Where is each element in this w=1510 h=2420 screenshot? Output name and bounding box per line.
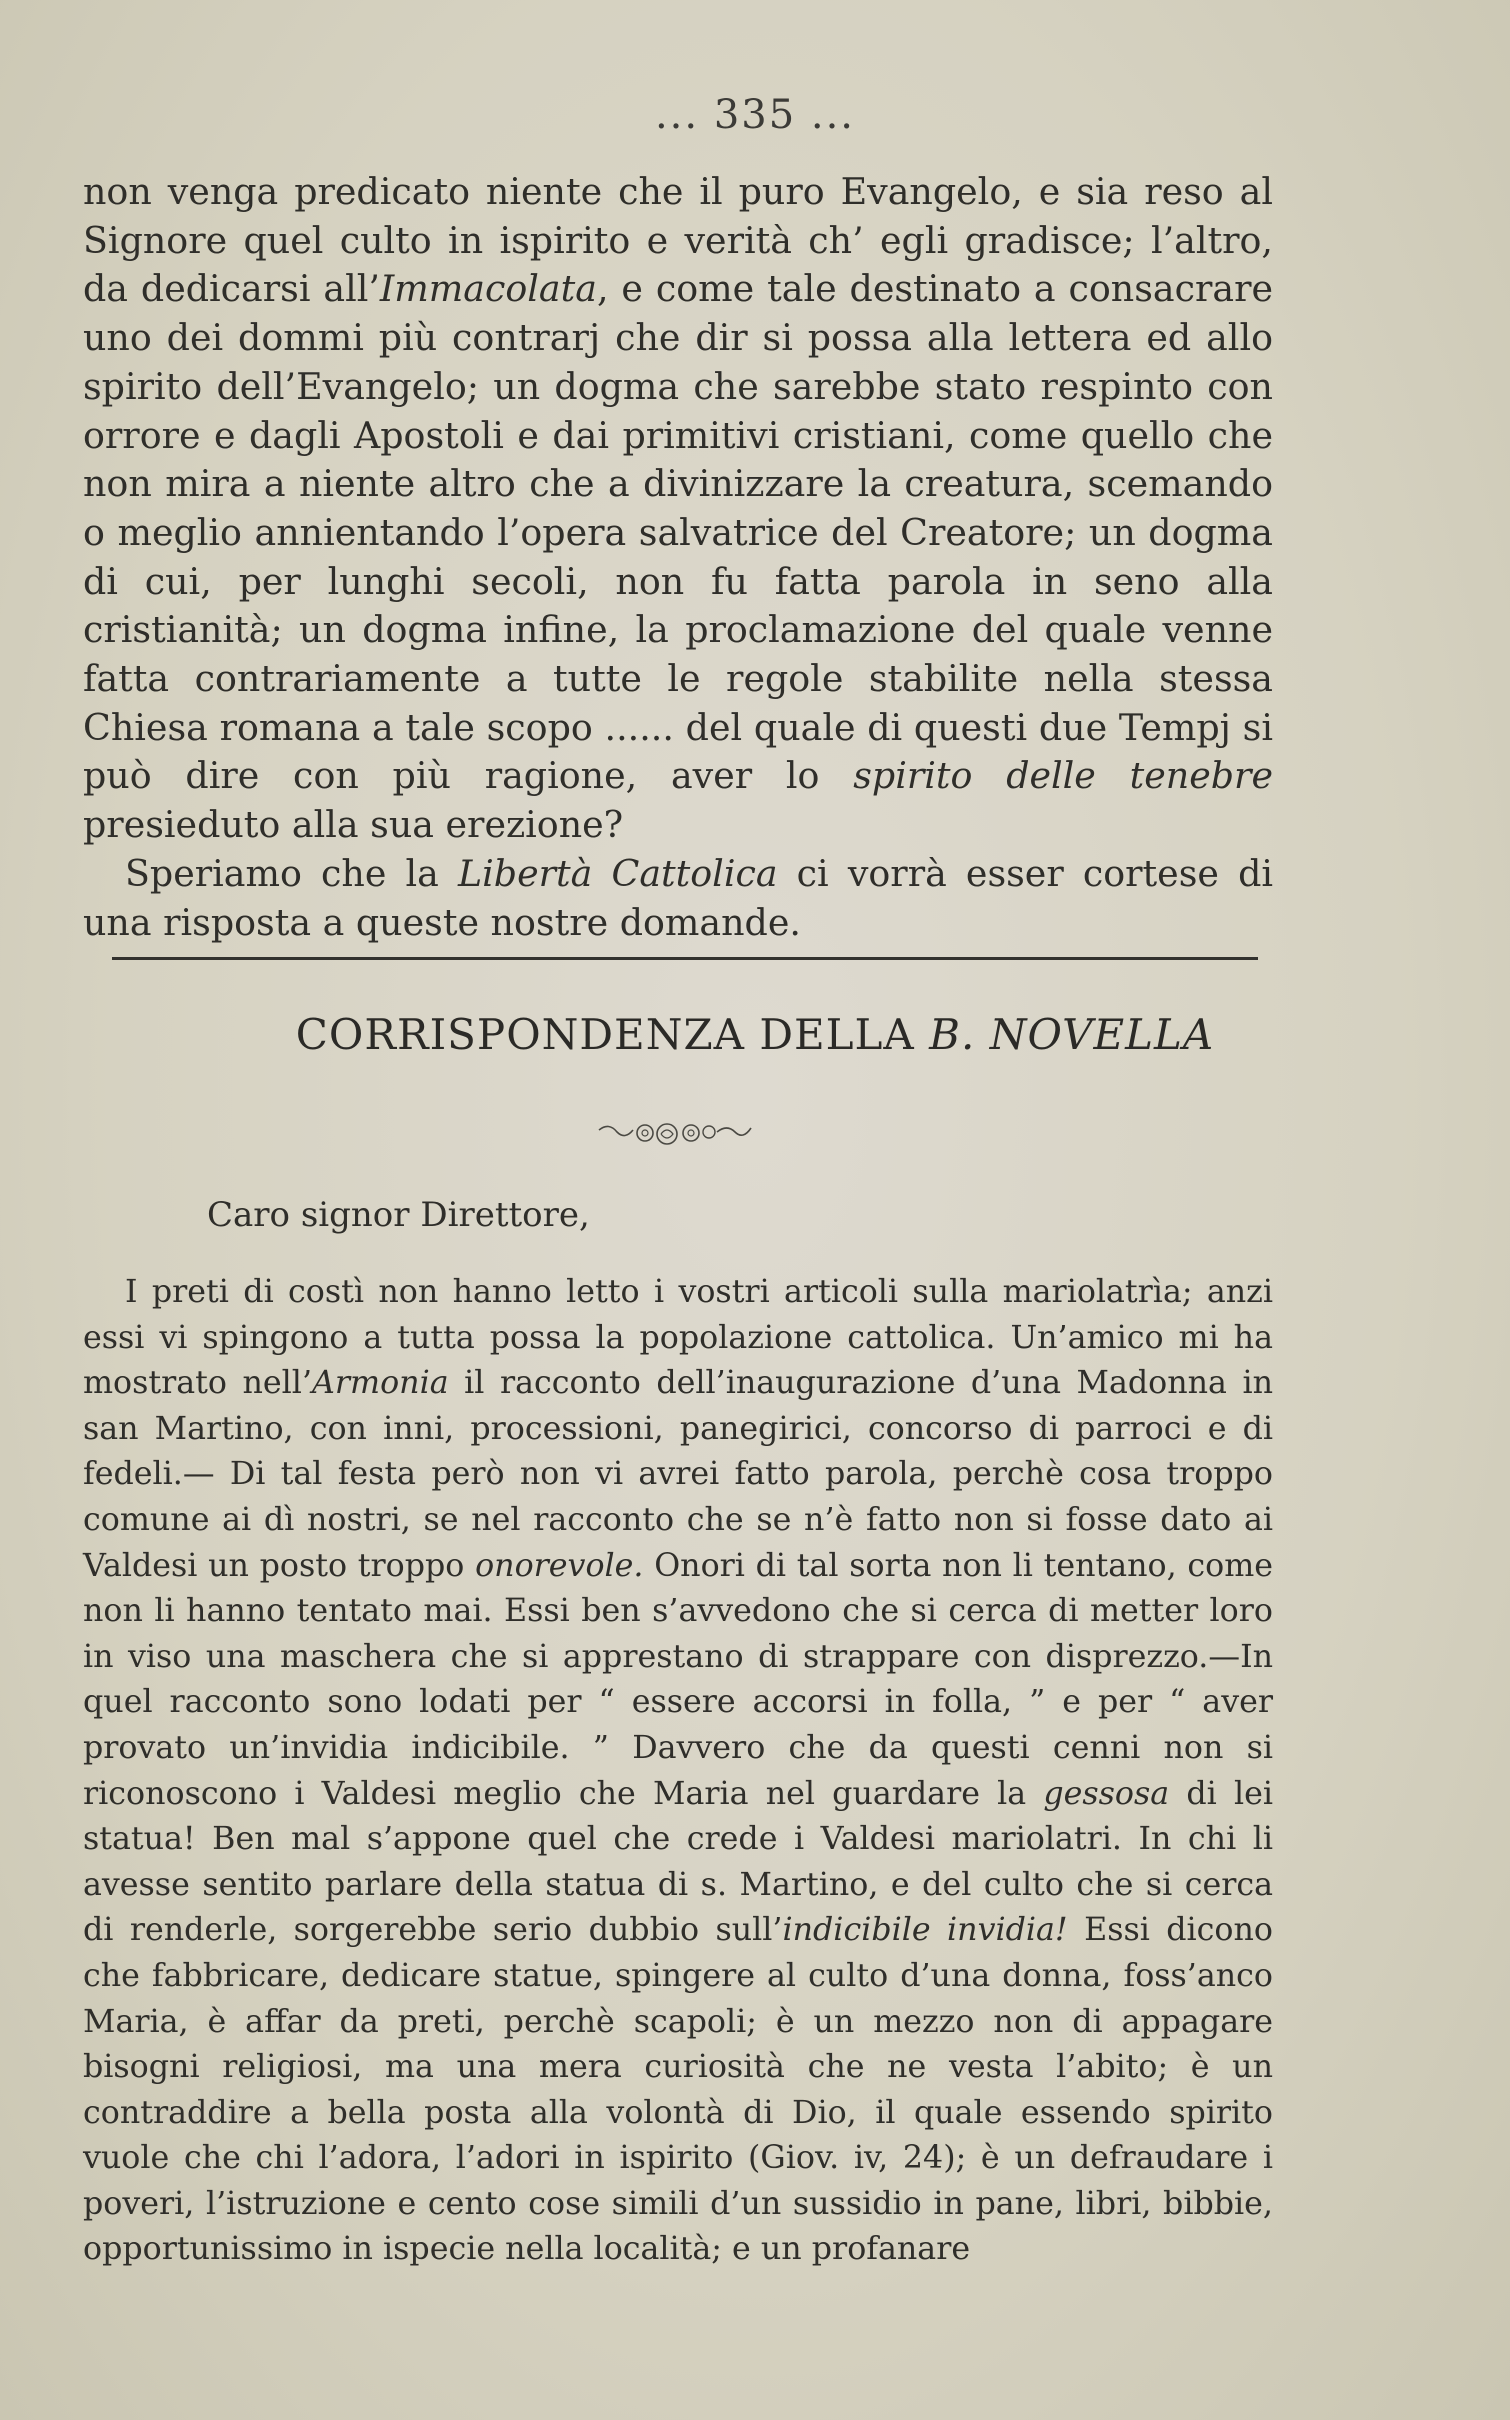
section-heading	[0, 1010, 1510, 1059]
paragraph-1	[83, 168, 1273, 850]
heading-italic: B. NOVELLA	[929, 1010, 1215, 1059]
page-number: ... 335 ...	[654, 92, 856, 138]
letter-text-e: Essi dicono che fabbricare, dedicare statue, spingere al culto d’una donna, foss’anco Maria, è affar da preti, perchè scapoli; è un mezzo non di appagare bisogni religiosi, ma una mera curiosità che ne vesta l’abito; è un contraddire a bella posta alla volontà di Dio, il quale essendo spirito vuole che chi l’adora, l’adori in ispirito (Giov. iv, 24); è un defraudare i poveri, l’istruzione e cento cose simili d’un sussidio in pane, libri, bibbie, opportunissimo in ispecie nella località; e un profanare	[83, 1912, 1273, 2268]
section-divider	[112, 957, 1258, 960]
letter-text-c: Onori di tal sorta non li tentano, come non li hanno tentato mai. Essi ben s’avvedono che si cerca di metter loro in viso una maschera che si apprestano di strappare con disprezzo.—In quel racconto sono lodati per “ essere accorsi in folla, ” e per “ aver provato un’invidia indicibile. ” Davvero che da questi cenni non si riconoscono i Valdesi meglio che Maria nel guardare la	[83, 1547, 1273, 1812]
paragraph-1-italic-a: Immacolata	[379, 267, 597, 311]
letter-italic-a: Armonia	[312, 1365, 449, 1402]
ornament-flourish-icon	[595, 1118, 755, 1148]
letter-body	[83, 1270, 1273, 2273]
letter-italic-c: gessosa	[1043, 1775, 1170, 1812]
paragraph-2-text-b: ci vorrà esser cortese di una risposta a queste nostre domande.	[83, 851, 1273, 944]
letter-italic-b: onorevole.	[475, 1547, 644, 1584]
paragraph-2-text-a: Speriamo che la	[125, 851, 458, 895]
paragraph-1-text-b: , e come tale destinato a consacrare uno dei dommi più contrarj che dir si possa alla lettera ed allo spirito dell’Evangelo; un dogma che sarebbe stato respinto con orrore e dagli Apostoli e dai primitivi cristiani, come quello che non mira a niente altro che a divinizzare la creatura, scemando o meglio annientando l’opera salvatrice del Creatore; un dogma di cui, per lunghi secoli, non fu fatta parola in seno alla cristianità; un dogma infine, la proclamazione del quale venne fatta contrariamente a tutte le regole stabilite nella stessa Chiesa romana a tale scopo ...... del quale di questi due Tempj si può dire con più ragione, aver lo	[83, 267, 1274, 798]
paragraph-1-italic-b: spirito delle tenebre	[853, 754, 1273, 798]
paragraph-1-text-c: presieduto alla sua erezione?	[83, 803, 624, 847]
letter-text-b: il racconto dell’inaugurazione d’una Madonna in san Martino, con inni, processioni, panegirici, concorso di parroci e di fedeli.— Di tal festa però non vi avrei fatto parola, perchè cosa troppo comune ai dì nostri, se nel racconto che se n’è fatto non si fosse dato ai Valdesi un posto troppo	[83, 1365, 1273, 1584]
letter-italic-d: indicibile invidia!	[782, 1912, 1068, 1949]
letter-text-a: I preti di costì non hanno letto i vostri articoli sulla mariolatrìa; anzi essi vi spingono a tutta possa la popolazione cattolica. Un’amico mi ha mostrato nell’	[83, 1274, 1273, 1402]
article-continuation	[83, 168, 1273, 947]
paragraph-1-text-a: non venga predicato niente che il puro Evangelo, e sia reso al Signore quel culto in ispirito e verità ch’ egli gradisce; l’altro, da dedicarsi all’	[83, 170, 1273, 311]
letter-paragraph	[83, 1270, 1273, 2273]
letter-text-d: di lei statua! Ben mal s’appone quel che crede i Valdesi mariolatri. In chi li avesse sentito parlare della statua di s. Martino, e del culto che si cerca di renderle, sorgerebbe serio dubbio sull’	[83, 1775, 1273, 1949]
paragraph-2	[83, 850, 1273, 947]
heading-text: CORRISPONDENZA DELLA	[295, 1010, 930, 1059]
salutation: Caro signor Direttore,	[207, 1195, 590, 1235]
paragraph-2-italic: Libertà Cattolica	[458, 851, 778, 895]
